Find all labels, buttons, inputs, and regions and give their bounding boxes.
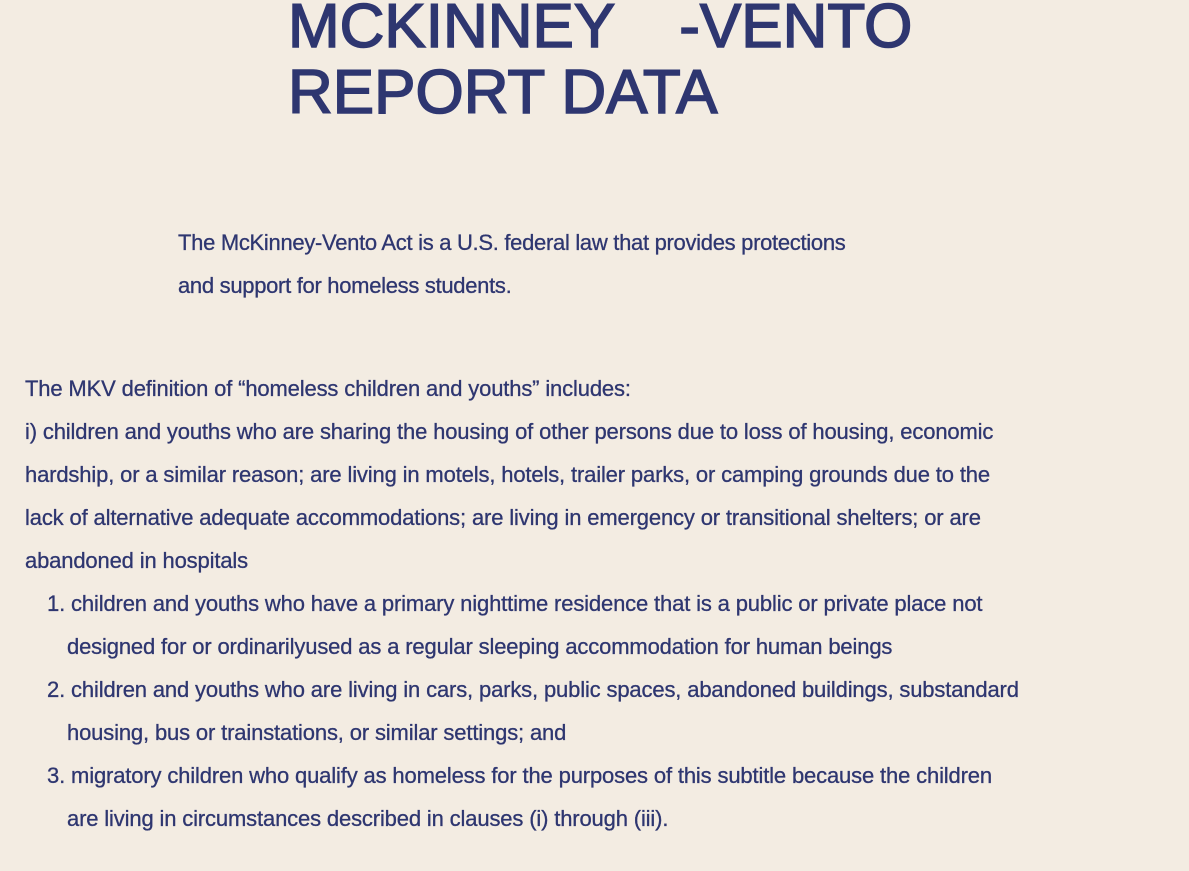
clause-i-line: lack of alternative adequate accommodations; are living in emergency or transitional shelters; or are: [25, 505, 981, 530]
page-title: [288, 0, 912, 126]
title-line-2: REPORT DATA: [288, 58, 718, 127]
list-item: [25, 582, 1175, 668]
list-item-text: children and youths who are living in cars, parks, public spaces, abandoned buildings, substandard: [71, 677, 1019, 702]
clause-i: [25, 410, 1175, 582]
intro-paragraph: [178, 221, 998, 307]
intro-line-1: The McKinney-Vento Act is a U.S. federal law that provides protections: [178, 230, 846, 255]
clause-i-line: abandoned in hospitals: [25, 548, 248, 573]
clause-i-line: hardship, or a similar reason; are living in motels, hotels, trailer parks, or camping grounds due to the: [25, 462, 990, 487]
list-item-text: children and youths who have a primary nighttime residence that is a public or private place not: [71, 591, 983, 616]
definition-list: [25, 582, 1175, 840]
list-item-text: migratory children who qualify as homeless for the purposes of this subtitle because the children: [71, 763, 992, 788]
list-item-continuation: designed for or ordinarilyused as a regular sleeping accommodation for human beings: [67, 634, 893, 659]
definition-heading: The MKV definition of “homeless children and youths” includes:: [25, 376, 631, 401]
clause-i-line: i) children and youths who are sharing the housing of other persons due to loss of housing, economic: [25, 419, 994, 444]
list-item-first-line: [25, 754, 1175, 797]
list-item-continuation: housing, bus or trainstations, or similar settings; and: [67, 720, 567, 745]
definition-section: [25, 367, 1175, 840]
list-item-number: 1.: [47, 591, 66, 616]
list-item-first-line: [25, 582, 1175, 625]
list-item: [25, 754, 1175, 840]
list-item-first-line: [25, 668, 1175, 711]
list-item-continuation: are living in circumstances described in clauses (i) through (iii).: [67, 806, 669, 831]
intro-line-2: and support for homeless students.: [178, 273, 512, 298]
title-line-1: [288, 0, 912, 60]
title-vento: -VENTO: [679, 0, 913, 61]
title-mckinney: MCKINNEY: [288, 0, 616, 61]
list-item-number: 3.: [47, 763, 66, 788]
list-item-number: 2.: [47, 677, 66, 702]
list-item: [25, 668, 1175, 754]
